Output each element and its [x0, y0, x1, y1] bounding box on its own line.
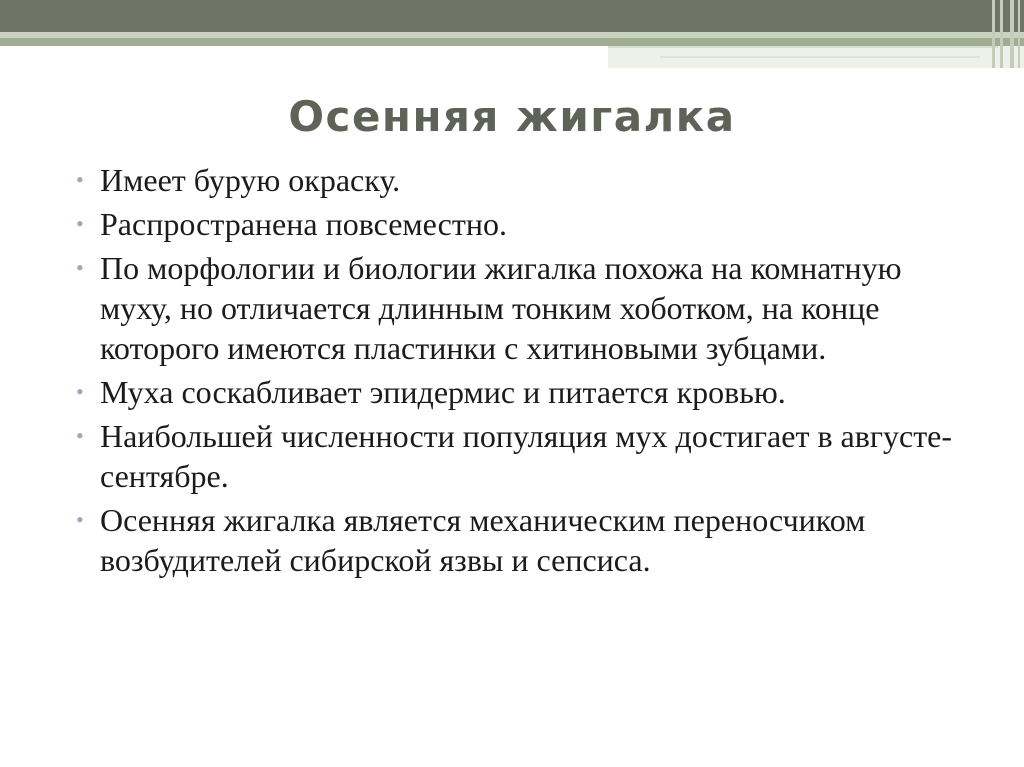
bullet-text: Осенняя жигалка является механическим переносчиком возбудителей сибирской язвы и сепсиса. — [100, 502, 866, 578]
bullet-icon: • — [76, 255, 84, 280]
bullet-item — [74, 204, 974, 244]
bullet-item — [74, 160, 974, 200]
header-band — [0, 0, 1024, 32]
bullet-text: Распространена повсеместно. — [100, 206, 507, 242]
bullet-icon: • — [76, 211, 84, 236]
corner-line-bottom — [660, 56, 980, 58]
bullet-item — [74, 500, 974, 580]
bullet-icon: • — [76, 379, 84, 404]
bullet-item — [74, 248, 974, 368]
bullet-text: Наибольшей численности популяция мух достигает в августе-сентябре. — [100, 418, 953, 494]
bullet-icon: • — [76, 167, 84, 192]
corner-line-top — [608, 46, 998, 48]
header-accent-green — [0, 38, 1024, 46]
bullet-text: Муха соскабливает эпидермис и питается кровью. — [100, 374, 786, 410]
bullet-text: Имеет бурую окраску. — [100, 162, 401, 198]
bullet-icon: • — [76, 423, 84, 448]
bullet-list — [74, 160, 974, 584]
corner-stripe — [1010, 0, 1014, 68]
bullet-icon: • — [76, 507, 84, 532]
corner-stripe — [1018, 0, 1020, 68]
bullet-item — [74, 416, 974, 496]
slide-title: Осенняя жигалка — [288, 92, 736, 141]
bullet-item — [74, 372, 974, 412]
corner-stripe — [992, 0, 995, 68]
bullet-text: По морфологии и биологии жигалка похожа на комнатную муху, но отличается длинным тонким хоботком, на конце которого имеются пластинки с хитиновыми зубцами. — [100, 250, 902, 366]
corner-stripe — [1000, 0, 1003, 68]
